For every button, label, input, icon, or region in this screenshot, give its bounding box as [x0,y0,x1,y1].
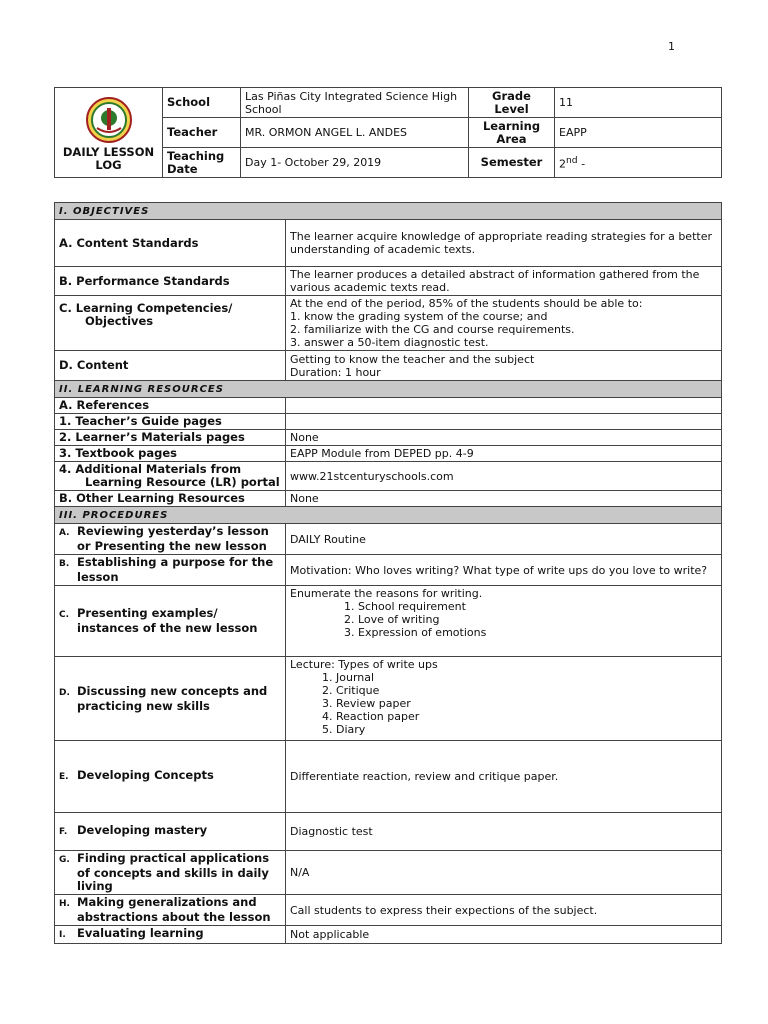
additional-materials-label-line-1: 4. Additional Materials from [59,462,242,476]
procedure-e-value: Differentiate reaction, review and critique paper. [286,741,722,813]
procedure-h-value: Call students to express their expections of the subject. [286,895,722,926]
textbook-value: EAPP Module from DEPED pp. 4-9 [286,446,722,462]
school-label: School [163,88,241,118]
procedure-letter: E. [59,772,69,782]
textbook-label: 3. Textbook pages [55,446,286,462]
procedure-g-line-1: Finding practical applications [77,851,270,865]
content-value [286,351,722,381]
additional-materials-value: www.21stcenturyschools.com [286,462,722,491]
procedure-i-label [55,926,286,944]
procedure-d-intro: Lecture: Types of write ups [290,658,438,671]
procedure-letter: H. [59,899,70,909]
logo-cell [55,88,163,178]
procedure-g-label [55,851,286,895]
content-label: D. Content [55,351,286,381]
procedure-d-value [286,657,722,741]
procedure-letter: A. [59,528,70,538]
lesson-table [54,202,722,944]
teaching-date-label: Teaching Date [163,148,241,178]
other-resources-label: B. Other Learning Resources [55,491,286,507]
procedure-f-value: Diagnostic test [286,813,722,851]
school-seal-icon [84,96,134,144]
additional-materials-label [55,462,286,491]
other-resources-value: None [286,491,722,507]
competencies-line: 2. familiarize with the CG and course requirements. [290,323,575,336]
content-line: Getting to know the teacher and the subject [290,352,535,366]
procedure-a-line-1: Reviewing yesterday’s lesson [77,524,269,538]
list-item: 4. Reaction paper [336,710,717,723]
procedure-e-label [55,741,286,813]
teachers-guide-label: 1. Teacher’s Guide pages [55,414,286,430]
competencies-label [55,296,286,351]
list-item: 1. Journal [336,671,717,684]
teaching-date-value: Day 1- October 29, 2019 [241,148,469,178]
procedure-d-line-2: practicing new skills [77,698,210,713]
competencies-line: At the end of the period, 85% of the students should be able to: [290,297,643,310]
procedure-d-line-1: Discussing new concepts and [77,683,268,698]
performance-standards-value: The learner produces a detailed abstract of information gathered from the various academic texts read. [286,267,722,296]
list-item: 2. Critique [336,684,717,697]
learning-area-label: Learning Area [469,118,555,148]
competencies-value [286,296,722,351]
learners-materials-label: 2. Learner’s Materials pages [55,430,286,446]
procedure-c-label [55,586,286,657]
school-value: Las Piñas City Integrated Science High School [241,88,469,118]
teacher-label: Teacher [163,118,241,148]
procedure-f-line: Developing mastery [77,823,208,837]
competencies-line: 3. answer a 50-item diagnostic test. [290,336,489,349]
procedure-b-line-2: lesson [77,570,119,584]
procedure-c-value [286,586,722,657]
page-number: 1 [668,40,675,53]
content-standards-value: The learner acquire knowledge of appropriate reading strategies for a better understanding of academic texts. [286,220,722,267]
procedure-b-label [55,555,286,586]
procedure-a-label [55,524,286,555]
procedure-a-line-2: or Presenting the new lesson [77,539,267,553]
procedure-g-line-3: living [77,879,113,893]
procedure-b-line-1: Establishing a purpose for the [77,555,274,569]
resources-heading: II. LEARNING RESOURCES [55,381,722,398]
procedure-h-line-2: abstractions about the lesson [77,910,271,924]
procedure-d-label [55,657,286,741]
procedure-i-value: Not applicable [286,926,722,944]
learners-materials-value: None [286,430,722,446]
procedures-heading: III. PROCEDURES [55,507,722,524]
list-item: 1. School requirement [358,600,717,613]
logo-title: DAILY LESSON LOG [62,144,155,172]
performance-standards-label: B. Performance Standards [55,267,286,296]
teachers-guide-value [286,414,722,430]
procedure-g-line-2: of concepts and skills in daily [77,866,269,880]
semester-value [555,148,722,178]
learning-area-value: EAPP [555,118,722,148]
additional-materials-label-line-2: Learning Resource (LR) portal [85,475,280,489]
list-item: 2. Love of writing [358,613,717,626]
writeups-list [290,671,717,736]
procedure-letter: D. [59,687,70,698]
semester-suffix: - [577,157,586,171]
semester-label: Semester [469,148,555,178]
objectives-heading: I. OBJECTIVES [55,203,722,220]
procedure-i-line: Evaluating learning [77,926,204,940]
teacher-value: MR. ORMON ANGEL L. ANDES [241,118,469,148]
reasons-list [290,600,717,639]
procedure-f-label [55,813,286,851]
procedure-c-line-1: Presenting examples/ [77,606,218,620]
competencies-line: 1. know the grading system of the course; and [290,310,548,323]
semester-sup: nd [566,155,578,167]
grade-level-value: 11 [555,88,722,118]
procedure-c-line-2: instances of the new lesson [77,621,258,635]
procedure-b-value: Motivation: Who loves writing? What type of write ups do you love to write? [286,555,722,586]
procedure-letter: G. [59,855,70,865]
procedure-h-line-1: Making generalizations and [77,895,257,909]
procedure-letter: I. [59,930,66,940]
content-line: Duration: 1 hour [290,365,381,379]
procedure-letter: B. [59,559,70,569]
grade-level-label: Grade Level [469,88,555,118]
references-value [286,398,722,414]
competencies-label-line-2: Objectives [85,314,154,328]
list-item: 5. Diary [336,723,717,736]
procedure-letter: F. [59,827,68,837]
content-standards-label: A. Content Standards [55,220,286,267]
list-item: 3. Review paper [336,697,717,710]
semester-number: 2 [559,157,566,171]
procedure-g-value: N/A [286,851,722,895]
list-item: 3. Expression of emotions [358,626,717,639]
competencies-label-line-1: C. Learning Competencies/ [59,301,233,315]
procedure-e-line: Developing Concepts [77,768,214,782]
procedure-letter: C. [59,610,70,620]
procedure-a-value: DAILY Routine [286,524,722,555]
procedure-c-intro: Enumerate the reasons for writing. [290,587,483,600]
procedure-h-label [55,895,286,926]
header-table [54,87,722,178]
references-label: A. References [55,398,286,414]
